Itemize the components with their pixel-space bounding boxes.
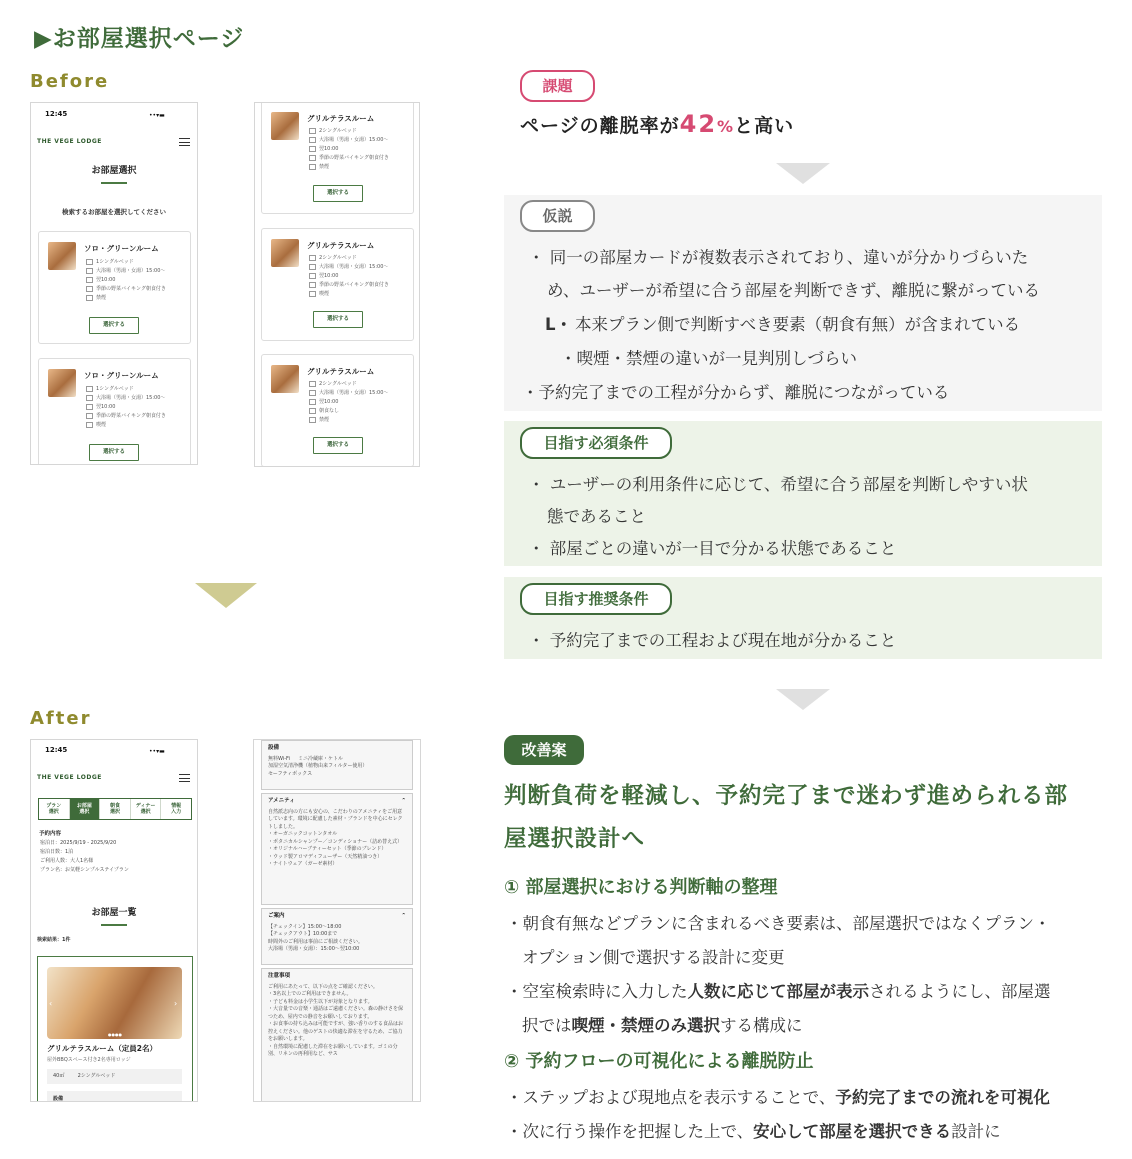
room-thumbnail: [48, 369, 76, 397]
before-screen-left: [30, 102, 198, 465]
equipment-item: 加湿空気清浄機（植物由来フィルター使用）: [268, 763, 368, 769]
step-breakfast[interactable]: [100, 799, 131, 819]
text-fragment: ・ステップおよび現地点を表示することで、: [506, 1088, 836, 1107]
equipment-section: [261, 740, 413, 790]
carousel-dots: ●●●●: [108, 1032, 122, 1037]
solution-text: [506, 1084, 1050, 1108]
room-card: [38, 231, 191, 344]
chevron-up-icon[interactable]: ⌃: [401, 913, 406, 919]
menu-icon[interactable]: [179, 774, 190, 782]
result-count: 検索結果：1件: [37, 937, 71, 943]
notes-title: 注意事項: [268, 973, 291, 979]
reservation-details: [40, 839, 129, 875]
feature-item: 2シングルベッド: [309, 380, 388, 389]
room-photo: [47, 967, 182, 1039]
notes-text: ご利用にあたって、以下の点をご確認ください。: [268, 983, 378, 990]
step-label: プラン 選択: [46, 803, 62, 815]
before-screen-right: [254, 102, 420, 467]
room-thumbnail: [271, 239, 299, 267]
hypothesis-line: め、ユーザーが希望に合う部屋を判断できず、離脱に繋がっている: [547, 281, 1041, 300]
bounce-rate-unit: %: [717, 117, 735, 136]
solution-tag: 改善案: [504, 735, 584, 765]
feature-item: 大浴場（男湯・女湯）15:00〜: [309, 263, 389, 272]
section-title: お部屋一覧: [91, 908, 137, 918]
issue-text-end: と高い: [734, 115, 795, 137]
note-item: ・お食事の持ち込みは可能ですが、強い香りのする食品はお控えください。他のゲストの快適な滞在を守るため、ご協力をお願いします。: [268, 1021, 404, 1042]
feature-item: 翌10:00: [309, 145, 389, 154]
select-prompt: 検索するお部屋を選択してください: [62, 208, 166, 216]
equipment-item: 無料Wi-Fi: [268, 755, 290, 762]
guide-item: 時間外のご利用は事前にご相談ください。: [268, 938, 364, 945]
after-label: After: [30, 708, 92, 729]
page-title: ▶お部屋選択ページ: [34, 26, 245, 52]
amenity-item: ・オーガニックコットンタオル: [268, 831, 338, 837]
amenity-section[interactable]: [261, 793, 413, 905]
guide-header: [268, 913, 406, 921]
title-underline: [101, 182, 127, 184]
spec-area: 40㎡: [53, 1073, 65, 1079]
status-icons: ••▾▬: [149, 748, 165, 755]
note-item: ・子ども料金は小学生以下が対象となります。: [268, 998, 373, 1005]
equipment-item: ミニ冷蔵庫・ケトル: [297, 755, 343, 762]
hypothesis-line: ・喫煙・禁煙の違いが一見判別しづらい: [560, 349, 857, 368]
feature-item: 翌10:00: [86, 276, 166, 285]
carousel-prev-icon[interactable]: ‹: [49, 999, 53, 1008]
feature-item: 翌10:00: [309, 272, 389, 281]
equipment-item: セーフティボックス: [268, 770, 313, 777]
room-name: グリルテラスルーム: [307, 114, 375, 123]
amenity-item: ・ナイトウェア（ガーゼ素材）: [268, 861, 338, 867]
hypothesis-tag: 仮説: [520, 200, 595, 232]
text-fragment: されるようにし、部屋選: [869, 982, 1051, 1001]
room-name: グリルテラスルーム: [307, 241, 375, 250]
solution-text: [506, 1118, 1001, 1142]
solution-title-line1: 判断負荷を軽減し、予約完了まで迷わず進められる部: [504, 783, 1069, 809]
status-time: 12:45: [45, 110, 68, 118]
step-label: お部屋 選択: [76, 803, 92, 815]
required-line: ・ 部屋ごとの違いが一目で分かる状態であること: [528, 539, 897, 558]
after-screen-right: [253, 739, 421, 1102]
select-button[interactable]: 選択する: [89, 317, 139, 334]
amenity-item: ・オリジナルハーブティーセット（季節のブレンド）: [268, 846, 387, 852]
solution-text: [506, 978, 1051, 1002]
equipment-title: 設備: [268, 745, 280, 751]
room-name: グリルテラスルーム: [307, 367, 375, 376]
transition-arrow: [195, 583, 257, 608]
room-specs: [47, 1069, 182, 1084]
flow-arrow: [776, 689, 830, 710]
feature-item: 季節の野菜バイキング朝食付き: [86, 412, 166, 421]
room-name: グリルテラスルーム（定員2名）: [47, 1044, 157, 1053]
guide-item: 【チェックアウト】10:00まで: [268, 931, 338, 937]
room-name: ソロ・グリーンルーム: [84, 371, 159, 380]
room-thumbnail: [271, 112, 299, 140]
feature-item: 大浴場（男湯・女湯）15:00〜: [86, 394, 166, 403]
room-features: [86, 258, 166, 303]
issue-tag: 課題: [520, 70, 595, 102]
equipment-preview: 設備: [47, 1091, 182, 1102]
text-fragment: ・次に行う操作を把握した上で、: [506, 1122, 754, 1141]
room-description: 屋外BBQスペース付き2名専用ロッジ: [47, 1057, 131, 1063]
amenity-text: 自然派志向の方にも安心の、こだわりのアメニティをご用意しています。環境に配慮した素材・ブランドを中心にセレクトしました。: [268, 808, 403, 830]
amenity-title: アメニティ: [268, 798, 295, 804]
issue-text: ページの離脱率が: [520, 115, 680, 137]
amenity-header: [268, 798, 406, 806]
note-item: ・大音量での音楽・通話はご遠慮ください。森の静けさを保つため、屋内での静音をお願いしております。: [268, 1006, 404, 1020]
feature-item: 禁煙: [86, 294, 166, 303]
hypothesis-line: ・ 同一の部屋カードが複数表示されており、違いが分かりづらいた: [528, 248, 1029, 267]
note-item: ・3名以上でのご利用はできません。: [268, 991, 352, 997]
feature-item: 1シングルベッド: [86, 385, 166, 394]
room-card: [261, 102, 414, 214]
section-title: お部屋選択: [91, 166, 137, 176]
room-thumbnail: [271, 365, 299, 393]
spec-bed: 2シングルベッド: [77, 1073, 116, 1079]
step-info[interactable]: [161, 799, 191, 819]
select-button[interactable]: 選択する: [313, 185, 363, 202]
solution-title-line2: 屋選択設計へ: [504, 826, 646, 852]
room-card: [38, 358, 191, 465]
feature-item: 2シングルベッド: [309, 127, 389, 136]
step-label: 朝食 選択: [109, 803, 120, 815]
note-item: ・自然環境に配慮した滞在をお願いしています。ゴミの分別、リネンの再利用など、サス: [268, 1043, 398, 1057]
plan-name: プラン名：お気軽シンプルステイプラン: [40, 867, 129, 873]
step-room[interactable]: [70, 799, 101, 819]
booking-stepper: [38, 798, 192, 820]
required-tag: 目指す必須条件: [520, 427, 672, 459]
feature-item: 禁煙: [309, 163, 389, 172]
feature-item: 1シングルベッド: [86, 258, 166, 267]
flow-arrow: [776, 163, 830, 184]
status-icons: ••▾▬: [149, 112, 165, 119]
amenity-item: ・ウッド製アロマディフューザー（天然精油つき）: [268, 853, 383, 860]
brand-logo: THE VEGE LODGE: [37, 138, 102, 145]
room-features: [86, 385, 166, 430]
step-plan[interactable]: [39, 799, 70, 819]
required-line: ・ ユーザーの利用条件に応じて、希望に合う部屋を判断しやすい状: [528, 475, 1028, 494]
emphasis-text: 安心して部屋を選択できる: [753, 1122, 952, 1141]
room-list-heading: [31, 905, 197, 926]
text-fragment: 択では: [522, 1016, 572, 1035]
recommended-tag: 目指す推奨条件: [520, 583, 672, 615]
sub-point-marker: L・: [545, 315, 573, 334]
issue-statement: [520, 110, 794, 138]
notes-section: [261, 968, 413, 1102]
feature-item: 喫煙: [86, 421, 166, 430]
solution-heading-1: ① 部屋選択における判断軸の整理: [504, 877, 778, 898]
step-dinner[interactable]: [131, 799, 162, 819]
before-label: Before: [30, 71, 110, 92]
chevron-up-icon[interactable]: ⌃: [401, 798, 406, 804]
stay-nights: 宿泊日数：1泊: [40, 849, 74, 855]
menu-icon[interactable]: [179, 138, 190, 146]
room-features: [309, 254, 389, 299]
room-name: ソロ・グリーンルーム: [84, 244, 159, 253]
stay-dates: 宿泊日：2025/9/19 - 2025/9/20: [40, 840, 117, 846]
feature-item: 季節の野菜バイキング朝食付き: [309, 154, 389, 163]
step-label: ディナー 選択: [135, 803, 156, 815]
solution-heading-2: ② 予約フローの可視化による離脱防止: [504, 1051, 814, 1072]
solution-text: オプション側で選択する設計に変更: [522, 948, 785, 967]
feature-item: 翌10:00: [86, 403, 166, 412]
title-underline: [101, 924, 127, 926]
hypothesis-line: 本来プラン側で判断すべき要素（朝食有無）が含まれている: [575, 315, 1021, 334]
feature-item: 大浴場（男湯・女湯）15:00〜: [309, 389, 388, 398]
room-features: [309, 380, 388, 425]
emphasis-text: 喫煙・禁煙のみ選択: [571, 1016, 720, 1035]
select-button[interactable]: 選択する: [313, 437, 363, 454]
room-thumbnail: [48, 242, 76, 270]
room-card: [261, 228, 414, 341]
section-heading: [31, 163, 197, 184]
text-fragment: する構成に: [720, 1016, 803, 1035]
room-features: [309, 127, 389, 172]
select-button[interactable]: 選択する: [313, 311, 363, 328]
guide-item: 【チェックイン】15:00〜18:00: [268, 923, 342, 930]
reservation-title: 予約内容: [39, 831, 62, 837]
text-fragment: 設計に: [951, 1122, 1001, 1141]
recommended-line: ・ 予約完了までの工程および現在地が分かること: [528, 631, 897, 650]
guide-item: 大浴場（男湯・女湯）：15:00〜翌10:00: [268, 946, 360, 952]
feature-item: 喫煙: [309, 290, 389, 299]
after-screen-left: [30, 739, 198, 1102]
step-label: 情報 入力: [171, 803, 182, 815]
emphasis-text: 人数に応じて部屋が表示: [687, 982, 869, 1001]
hypothesis-line: ・予約完了までの工程が分からず、離脱につながっている: [522, 383, 950, 402]
brand-logo: THE VEGE LODGE: [37, 774, 102, 781]
status-time: 12:45: [45, 746, 68, 754]
room-card: [261, 354, 414, 467]
feature-item: 大浴場（男湯・女湯）15:00〜: [309, 136, 389, 145]
guide-title: ご案内: [268, 913, 285, 919]
select-button[interactable]: 選択する: [89, 444, 139, 461]
guest-count: ご利用人数：大人1名様: [40, 858, 94, 864]
feature-item: 季節の野菜バイキング朝食付き: [309, 281, 389, 290]
feature-item: 朝食なし: [309, 407, 388, 416]
carousel-next-icon[interactable]: ›: [174, 999, 178, 1008]
solution-text: ・朝食有無などプランに含まれるべき要素は、部屋選択ではなくプラン・: [506, 914, 1051, 933]
feature-item: 2シングルベッド: [309, 254, 389, 263]
required-line: 態であること: [547, 507, 646, 526]
room-card-detailed[interactable]: [37, 956, 193, 1102]
feature-item: 翌10:00: [309, 398, 388, 407]
feature-item: 禁煙: [309, 416, 388, 425]
guide-section[interactable]: [261, 908, 413, 965]
bounce-rate: 42: [679, 110, 718, 138]
emphasis-text: 予約完了までの流れを可視化: [835, 1088, 1050, 1107]
feature-item: 季節の野菜バイキング朝食付き: [86, 285, 166, 294]
text-fragment: ・空室検索時に入力した: [506, 982, 688, 1001]
amenity-item: ・ボタニカルシャンプー／コンディショナー（詰め替え式）: [268, 838, 403, 845]
solution-text: [522, 1012, 803, 1036]
feature-item: 大浴場（男湯・女湯）15:00〜: [86, 267, 166, 276]
